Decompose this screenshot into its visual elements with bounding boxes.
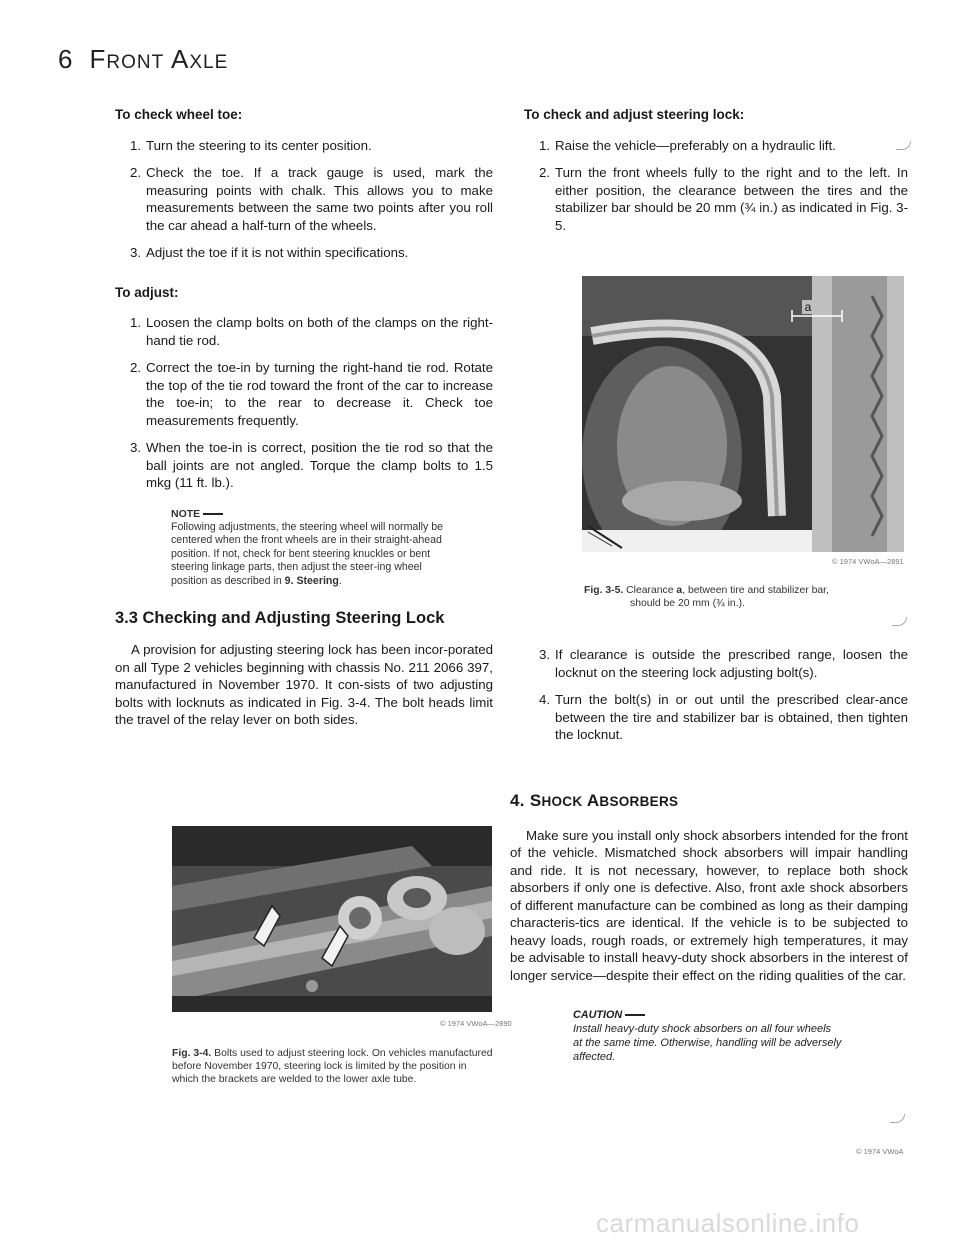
figure-3-4-caption bbox=[172, 1047, 494, 1087]
note-ref: 9. Steering bbox=[284, 574, 339, 587]
section-paragraph: A provision for adjusting steering lock has been incor-porated on all Type 2 vehicles beginning with chassis No. 211 2066 397, manufactured in November 1970. It con-sists of two adjusting bolts with locknuts as indicated in Fig. 3-4. The bolt heads limit the travel of the relay lever on both sides. bbox=[115, 642, 493, 728]
figure-3-5-caption: Fig. 3-5. Clearance a, between tire and stabilizer bar, should be 20 mm (¾ in.). bbox=[584, 585, 829, 610]
figure-3-5-credit: © 1974 VWoA—2891 bbox=[832, 557, 904, 566]
caution-text: Install heavy-duty shock absorbers on all four wheels at the same time. Otherwise, handling will be adversely affected. bbox=[573, 1023, 842, 1063]
chapter-heading: 4. SHOCK ABSORBERS bbox=[510, 791, 679, 810]
note-box: NOTE Following adjustments, the steering wheel will normally be centered when the front wheels are in their straight-ahead position. If not, check for bent steering knuckles or bent steering linkage parts, then adjust the steer-ing wheel position as described in 9. Steering. bbox=[171, 508, 453, 588]
title-second-letter: A bbox=[170, 44, 190, 74]
list-item: 1. Turn the steering to its center position. bbox=[130, 137, 372, 153]
note-tag: NOTE bbox=[171, 508, 453, 521]
toe-steps bbox=[115, 137, 493, 262]
figure-3-4-caption-text: Bolts used to adjust steering lock. On vehicles manufactured before November 1970, steering lock is limited by the position in which the brackets are welded to the lower axle tube. bbox=[172, 1048, 493, 1086]
margin-mark bbox=[892, 617, 907, 626]
clearance-marker-label: a bbox=[802, 300, 814, 314]
adjust-steps bbox=[115, 314, 493, 492]
list-item: 3. Adjust the toe if it is not within specifications. bbox=[130, 245, 409, 260]
list-item: 2. Correct the toe-in by turning the right-hand tie rod. Rotate the top of the tie rod toward the front of the car to increase the toe-in; to the rear to decrease it. Check toe measurements frequently. bbox=[130, 360, 493, 428]
title-first-rest: RONT bbox=[106, 52, 165, 73]
figure-3-4-credit: © 1974 VWoA—2890 bbox=[440, 1019, 512, 1028]
page-number: 6 bbox=[58, 44, 74, 74]
lock-steps bbox=[524, 137, 908, 235]
figure-3-5-photo bbox=[582, 276, 904, 552]
margin-mark bbox=[896, 141, 911, 150]
caution-tag: CAUTION bbox=[573, 1008, 843, 1022]
figure-3-5-label: Fig. 3-5. bbox=[584, 585, 624, 596]
list-item: 3. If clearance is outside the prescribed range, loosen the locknut on the steering lock adjusting bolt(s). bbox=[539, 647, 908, 680]
list-item: 1. Raise the vehicle—preferably on a hydraulic lift. bbox=[539, 137, 836, 153]
page-header bbox=[58, 44, 228, 75]
title-first-letter: F bbox=[89, 44, 107, 74]
section-heading: 3.3 Checking and Adjusting Steering Lock bbox=[115, 608, 445, 627]
chapter-paragraph: Make sure you install only shock absorbers intended for the front of the vehicle. Mismatched shock absorbers will impair handling and ride. It is not necessary, however, to replace both shock absorbers if only one is defective. Also, front axle shock absorbers of different manufacture can be combined as long as their damping characteris-tics are identical. If the vehicle is to be subjected to heavy loads, rough roads, or extremely high temperatures, it may be advisable to install heavy-duty shock absorbers in the interest of longer service—despite their effect on the riding qualities of the car. bbox=[510, 827, 908, 983]
shock-absorbers-section bbox=[510, 792, 908, 1064]
left-column bbox=[115, 106, 493, 729]
lock-heading: To check and adjust steering lock: bbox=[524, 107, 745, 122]
right-column-lower bbox=[524, 646, 908, 754]
list-item: 3. When the toe-in is correct, position the tie rod so that the ball joints are not angled. Torque the clamp bolts to 1.5 mkg (11 ft. lb.). bbox=[130, 440, 493, 490]
list-item: 1. Loosen the clamp bolts on both of the clamps on the right-hand tie rod. bbox=[130, 315, 493, 348]
figure-3-4-label: Fig. 3-4. bbox=[172, 1048, 212, 1059]
page-credit: © 1974 VWoA bbox=[856, 1147, 904, 1156]
margin-mark bbox=[890, 1114, 905, 1123]
list-item: 2. Turn the front wheels fully to the right and to the left. In either position, the clearance between the tires and the stabilizer bar should be 20 mm (¾ in.) as indicated in Fig. 3-5. bbox=[539, 165, 908, 233]
lock-steps-continued bbox=[524, 646, 908, 744]
list-item: 2. Check the toe. If a track gauge is used, mark the measuring points with chalk. This allows you to make measurements between the same two points after you roll the car ahead a half-turn of the wheels. bbox=[130, 165, 493, 233]
toe-heading: To check wheel toe: bbox=[115, 107, 243, 122]
adjust-heading: To adjust: bbox=[115, 284, 179, 300]
note-text: Following adjustments, the steering wheel will normally be centered when the front wheels are in their straight-ahead position. If not, check for bent steering knuckles or bent steering linkage parts, then adjust the steer-ing wheel position as described in bbox=[171, 520, 444, 587]
figure-3-4-photo bbox=[172, 826, 492, 1012]
caution-box bbox=[573, 1008, 843, 1064]
watermark: carmanualsonline.info bbox=[596, 1208, 860, 1238]
title-second-rest: XLE bbox=[189, 52, 229, 73]
list-item: 4. Turn the bolt(s) in or out until the prescribed clear-ance between the tire and stabilizer bar is obtained, then tighten the locknut. bbox=[539, 692, 908, 742]
right-column bbox=[524, 106, 908, 244]
